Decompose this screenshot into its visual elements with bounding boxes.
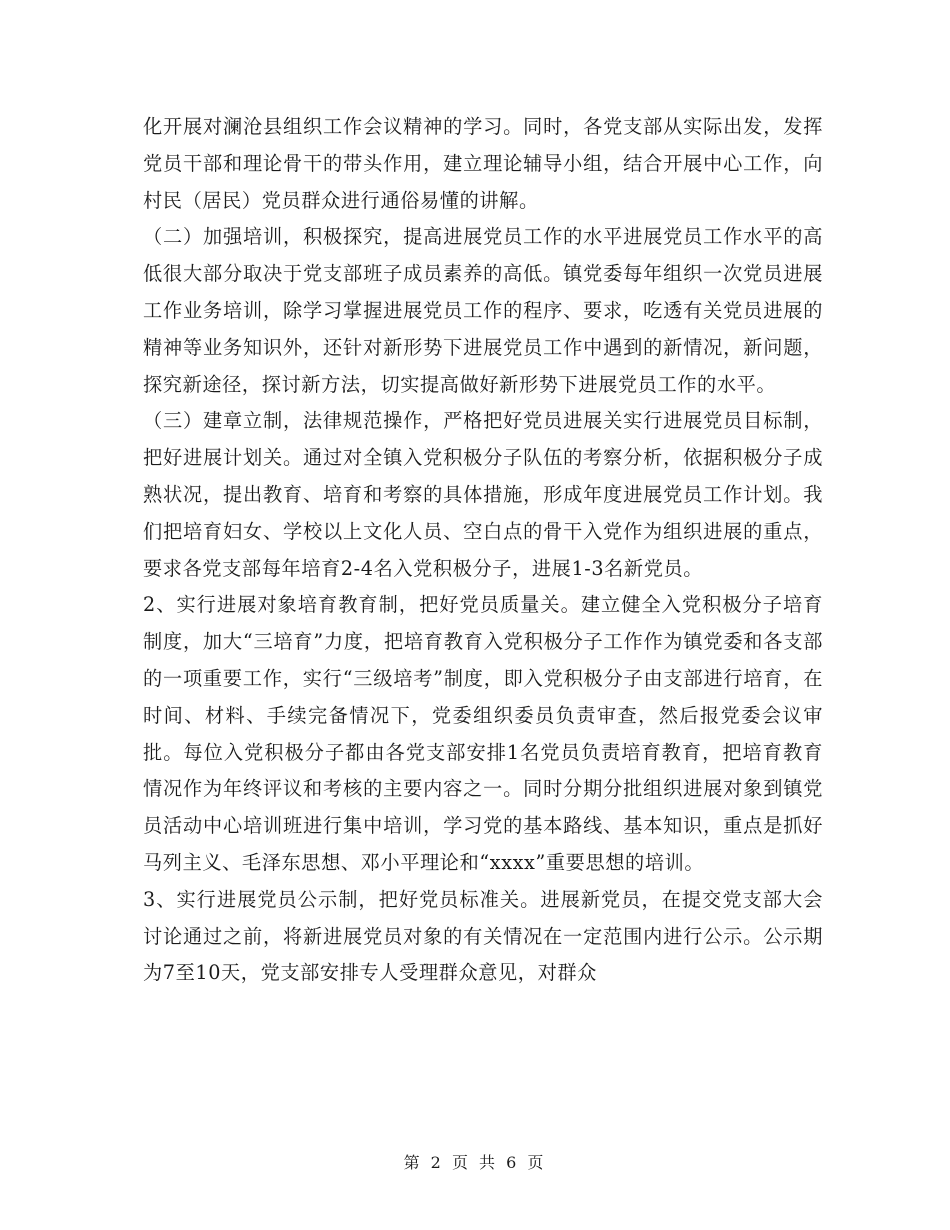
document-body — [143, 109, 823, 992]
paragraph-1: 化开展对澜沧县组织工作会议精神的学习。同时，各党支部从实际出发，发挥党员干部和理论骨干的带头作用，建立理论辅导小组，结合开展中心工作，向村民（居民）党员群众进行通俗易懂的讲解。 — [143, 115, 823, 212]
paragraph-4: 2、实行进展对象培育教育制，把好党员质量关。建立健全入党积极分子培育制度，加大“三培育”力度，把培育教育入党积极分子工作作为镇党委和各支部的一项重要工作，实行“三级培考”制度，即入党积极分子由支部进行培育，在时间、材料、手续完备情况下，党委组织委员负责审查，然后报党委会议审批。每位入党积极分子都由各党支部安排1名党员负责培育教育，把培育教育情况作为年终评议和考核的主要内容之一。同时分期分批组织进展对象到镇党员活动中心培训班进行集中培训，学习党的基本路线、基本知识，重点是抓好马列主义、毛泽东思想、邓小平理论和“xxxx”重要思想的培训。 — [143, 593, 823, 874]
paragraph-3: （三）建章立制，法律规范操作，严格把好党员进展关实行进展党员目标制，把好进展计划关。通过对全镇入党积极分子队伍的考察分析，依据积极分子成熟状况，提出教育、培育和考察的具体措施，形成年度进展党员工作计划。我们把培育妇女、学校以上文化人员、空白点的骨干入党作为组织进展的重点，要求各党支部每年培育2-4名入党积极分子，进展1-3名新党员。 — [143, 409, 823, 580]
page-footer: 第 2 页 共 6 页 — [403, 1153, 547, 1172]
paragraph-5: 3、实行进展党员公示制，把好党员标准关。进展新党员，在提交党支部大会讨论通过之前，将新进展党员对象的有关情况在一定范围内进行公示。公示期为7至10天，党支部安排专人受理群众意见，对群众 — [143, 887, 823, 985]
paragraph-2: （二）加强培训，积极探究，提高进展党员工作的水平进展党员工作水平的高低很大部分取决于党支部班子成员素养的高低。镇党委每年组织一次党员进展工作业务培训，除学习掌握进展党员工作的程序、要求，吃透有关党员进展的精神等业务知识外，还针对新形势下进展党员工作中遇到的新情况，新问题，探究新途径，探讨新方法，切实提高做好新形势下进展党员工作的水平。 — [143, 225, 823, 396]
